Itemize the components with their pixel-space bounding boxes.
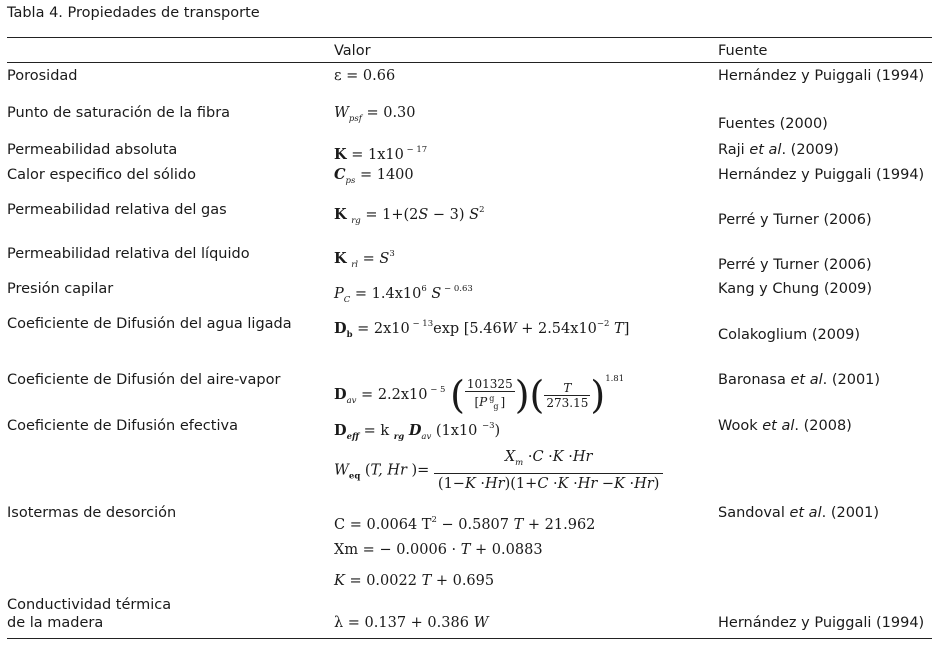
row-property: Isotermas de desorción (7, 505, 177, 521)
bottom-rule (7, 638, 932, 639)
row-property: Punto de saturación de la fibra (7, 105, 231, 121)
row-property: Calor especifico del sólido (7, 167, 196, 183)
row-source: Hernández y Puiggali (1994) (718, 167, 925, 183)
row-property: Permeabilidad relativa del gas (7, 202, 227, 218)
row-value-formula: $C_{ps} = 1400$ (334, 166, 414, 186)
row-property: Coeficiente de Difusión efectiva (7, 418, 238, 434)
header-source: Fuente (718, 43, 768, 59)
row-value-formula: Xm = − 0.0006 · T + 0.0883 (334, 542, 543, 558)
row-source: Hernández y Puiggali (1994) (718, 68, 925, 84)
top-rule (7, 37, 932, 38)
row-source: Raji et al. (2009) (718, 142, 839, 158)
row-source: Colakoglium (2009) (718, 327, 861, 343)
row-value-formula: $P_C = 1.4x10^6$ S $^{- 0.63}$ (334, 284, 473, 305)
row-property: de la madera (7, 615, 104, 631)
row-value-formula: K = 0.0022 T + 0.695 (334, 573, 495, 589)
row-value-formula: K $_{rg}$ = 1+(2S − 3) $S^2$ (334, 205, 485, 226)
row-source: Wook et al. (2008) (718, 418, 852, 434)
header-value: Valor (334, 43, 371, 59)
table-caption: Tabla 4. Propiedades de transporte (7, 5, 260, 21)
row-property: Presión capilar (7, 281, 114, 297)
row-value-formula: ε = 0.66 (334, 68, 396, 84)
row-property: Coeficiente de Difusión del agua ligada (7, 316, 292, 332)
row-property: Coeficiente de Difusión del aire-vapor (7, 372, 281, 388)
row-property: Permeabilidad absoluta (7, 142, 178, 158)
row-source: Baronasa et al. (2001) (718, 372, 881, 388)
row-source: Perré y Turner (2006) (718, 257, 872, 273)
row-property: Conductividad térmica (7, 597, 172, 613)
row-source: Kang y Chung (2009) (718, 281, 873, 297)
row-property: Porosidad (7, 68, 78, 84)
row-value-formula: $D_b = 2x10$ $^{- 13}$exp [$5.46W + 2.54x10^{-2}$ T] (334, 319, 630, 340)
row-value-formula: $D_{eff} = k$ $_{rg}$ $D_{av}$ (1x10 $^{-3}$) (334, 421, 501, 442)
row-value-formula: $W_{eq}$ (T, Hr )= $\frac{X_m \cdot C \cdot K \cdot Hr}{(1-K \cdot Hr)(1+C \cdot K \cdot Hr -K \cdot Hr)}$ (334, 447, 663, 500)
row-value-formula: λ = 0.137 + 0.386 W (334, 615, 489, 631)
row-source: Hernández y Puiggali (1994) (718, 615, 925, 631)
row-value-formula: C = 0.0064 $T^2 - 0.5807$ T + 21.962 (334, 515, 596, 533)
row-source: Perré y Turner (2006) (718, 212, 872, 228)
row-source: Sandoval et al. (2001) (718, 505, 880, 521)
row-value-formula: K $_{rl} = S^3$ (334, 249, 395, 270)
row-property: Permeabilidad relativa del líquido (7, 246, 250, 262)
row-value-formula: $D_{av} = 2.2x10$ $^{- 5}$ ( 101325 [P $^g_g$ ] )( $\frac{T}{273.15}$ )$^{1.81}$ (334, 373, 625, 417)
header-rule (7, 62, 932, 63)
row-source: Fuentes (2000) (718, 116, 828, 132)
row-value-formula: K = 1x10 $^{- 17}$ (334, 145, 428, 163)
row-value-formula: $W_{psf} = 0.30$ (334, 105, 416, 124)
